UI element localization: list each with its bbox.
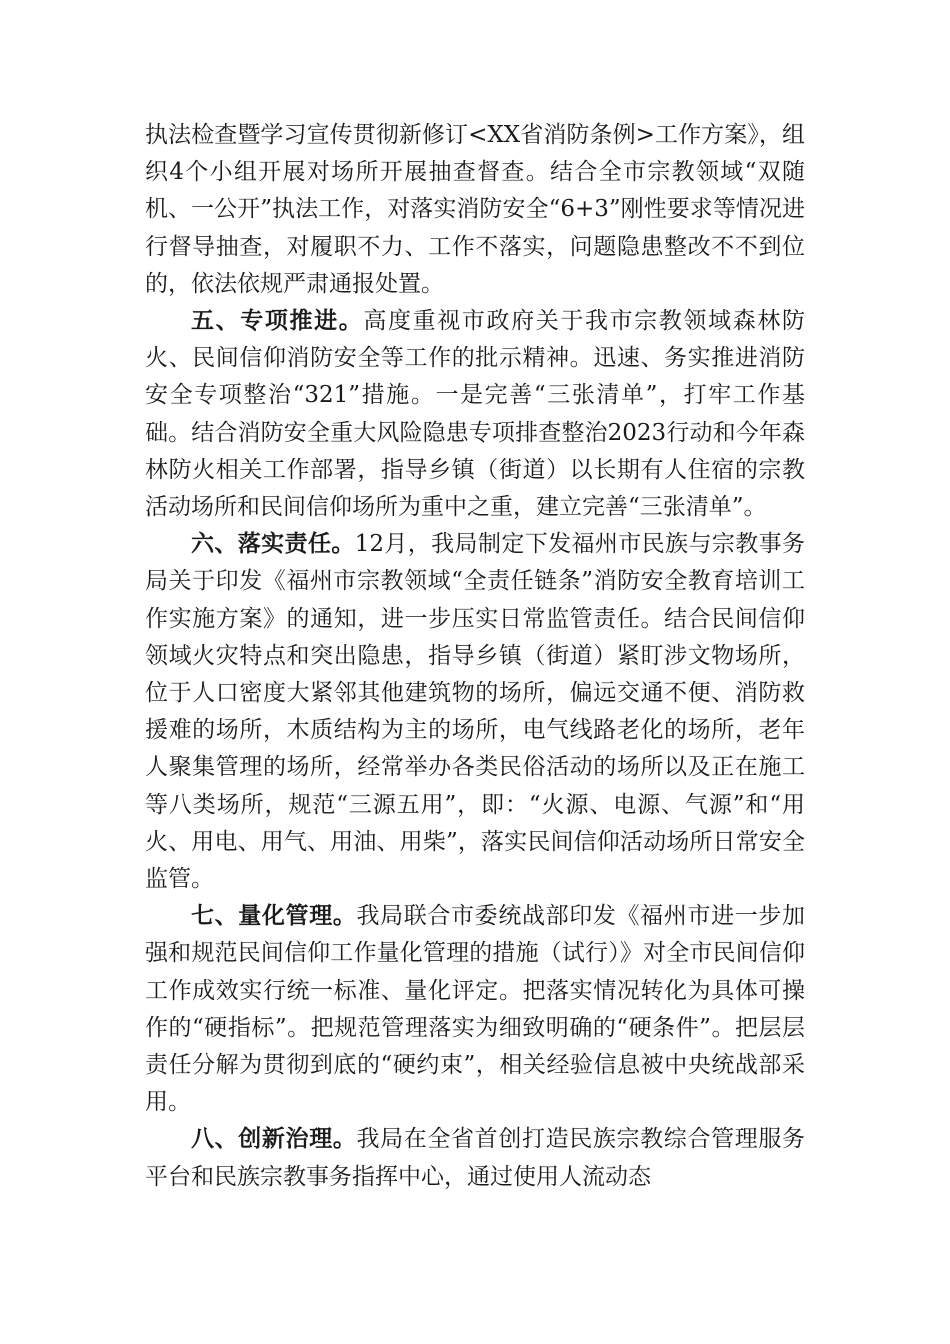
paragraph-text: 我局在全省首创打造民族宗教综合管理服务平台和民族宗教事务指挥中心，通过使用人流动态 [145, 1126, 806, 1190]
section-heading: 七、量化管理。 [191, 903, 357, 930]
paragraph-innovative-governance [145, 1121, 805, 1195]
paragraph-text: 12月，我局制定下发福州市民族与宗教事务局关于印发《福州市宗教领域“全责任链条”消防安全教育培训工作实施方案》的通知，进一步压实日常监管责任。结合民间信仰领域火灾特点和突出隐患，指导乡镇（街道）紧盯涉文物场所，位于人口密度大紧邻其他建筑物的场所，偏远交通不便、消防救援难的场所，木质结构为主的场所，电气线路老化的场所，老年人聚集管理的场所，经常举办各类民俗活动的场所以及正在施工等八类场所，规范“三源五用”，即：“火源、电源、气源”和“用火、用电、用气、用油、用柴”，落实民间信仰活动场所日常安全监管。 [145, 531, 805, 893]
paragraph-text: 高度重视市政府关于我市宗教领域森林防火、民间信仰消防安全等工作的批示精神。迅速、务实推进消防安全专项整治“321”措施。一是完善“三张清单”，打牢工作基础。结合消防安全重大风险隐患专项排查整治2023行动和今年森林防火相关工作部署，指导乡镇（街道）以长期有人住宿的宗教活动场所和民间信仰场所为重中之重，建立完善“三张清单”。 [145, 308, 805, 521]
paragraph-quantified-management [145, 898, 805, 1121]
paragraph-text: 我局联合市委统战部印发《福州市进一步加强和规范民间信仰工作量化管理的措施（试行）》对全市民间信仰工作成效实行统一标准、量化评定。把落实情况转化为具体可操作的“硬指标”。把规范管理落实为细致明确的“硬条件”。把层层责任分解为贯彻到底的“硬约束”，相关经验信息被中央统战部采用。 [145, 903, 806, 1116]
paragraph-special-promotion [145, 303, 805, 526]
document-body [145, 117, 805, 1196]
section-heading: 五、专项推进。 [191, 308, 364, 335]
section-heading: 六、落实责任。 [191, 531, 355, 558]
paragraph-continuation [145, 117, 805, 303]
paragraph-implement-responsibility [145, 526, 805, 898]
paragraph-text: 执法检查暨学习宣传贯彻新修订<XX省消防条例>工作方案》，组织4个小组开展对场所开展抽查督查。结合全市宗教领域“双随机、一公开”执法工作，对落实消防安全“6+3”刚性要求等情况进行督导抽查，对履职不力、工作不落实，问题隐患整改不不到位的，依法依规严肃通报处置。 [145, 122, 805, 297]
section-heading: 八、创新治理。 [191, 1126, 357, 1153]
